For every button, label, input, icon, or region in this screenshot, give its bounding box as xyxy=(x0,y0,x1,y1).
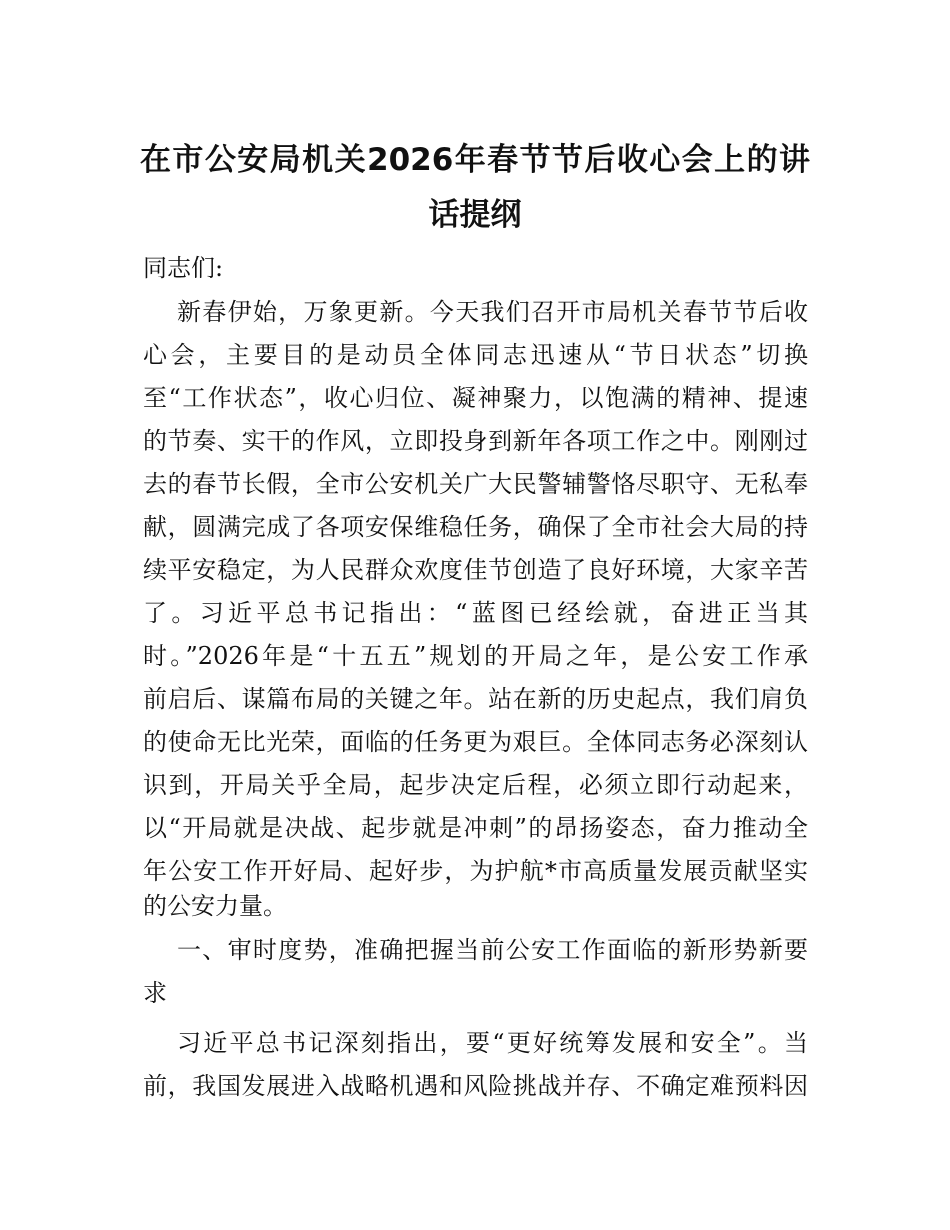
body-line: 新春伊始，万象更新。今天我们召开市局机关春节节后收 xyxy=(177,298,808,326)
body-line: 的节奏、实干的作风，立即投身到新年各项工作之中。刚刚过 xyxy=(143,427,808,455)
body-line: 献，圆满完成了各项安保维稳任务，确保了全市社会大局的持 xyxy=(143,513,808,541)
body-line: 前启后、谋篇布局的关键之年。站在新的历史起点，我们肩负 xyxy=(143,685,808,713)
body-line: 至“工作状态”，收心归位、凝神聚力，以饱满的精神、提速 xyxy=(143,384,808,412)
body-line: 年公安工作开好局、起好步，为护航*市高质量发展贡献坚实 xyxy=(143,857,808,885)
body-line: 习近平总书记深刻指出，要“更好统筹发展和安全”。当 xyxy=(177,1029,808,1057)
body-line: 前，我国发展进入战略机遇和风险挑战并存、不确定难预料因 xyxy=(143,1072,808,1100)
salutation: 同志们: xyxy=(143,254,224,282)
body-line: 以“开局就是决战、起步就是冲刺”的昂扬姿态，奋力推动全 xyxy=(143,814,808,842)
body-line: 的公安力量。 xyxy=(143,892,287,920)
document-title-line-2: 话提纲 xyxy=(428,197,522,233)
section-heading-line: 求 xyxy=(143,979,167,1007)
body-line: 心会，主要目的是动员全体同志迅速从“节日状态”切换 xyxy=(143,341,808,369)
body-line: 时。”2026年是“十五五”规划的开局之年，是公安工作承 xyxy=(143,642,808,670)
body-line: 识到，开局关乎全局，起步决定后程，必须立即行动起来， xyxy=(143,771,808,799)
section-heading-line: 一、审时度势，准确把握当前公安工作面临的新形势新要 xyxy=(177,936,808,964)
body-line: 的使命无比光荣，面临的任务更为艰巨。全体同志务必深刻认 xyxy=(143,728,808,756)
document-title-line-1: 在市公安局机关2026年春节节后收心会上的讲 xyxy=(140,142,810,178)
body-line: 了。习近平总书记指出：“蓝图已经绘就，奋进正当其 xyxy=(143,599,808,627)
body-line: 去的春节长假，全市公安机关广大民警辅警恪尽职守、无私奉 xyxy=(143,470,808,498)
body-line: 续平安稳定，为人民群众欢度佳节创造了良好环境，大家辛苦 xyxy=(143,556,808,584)
